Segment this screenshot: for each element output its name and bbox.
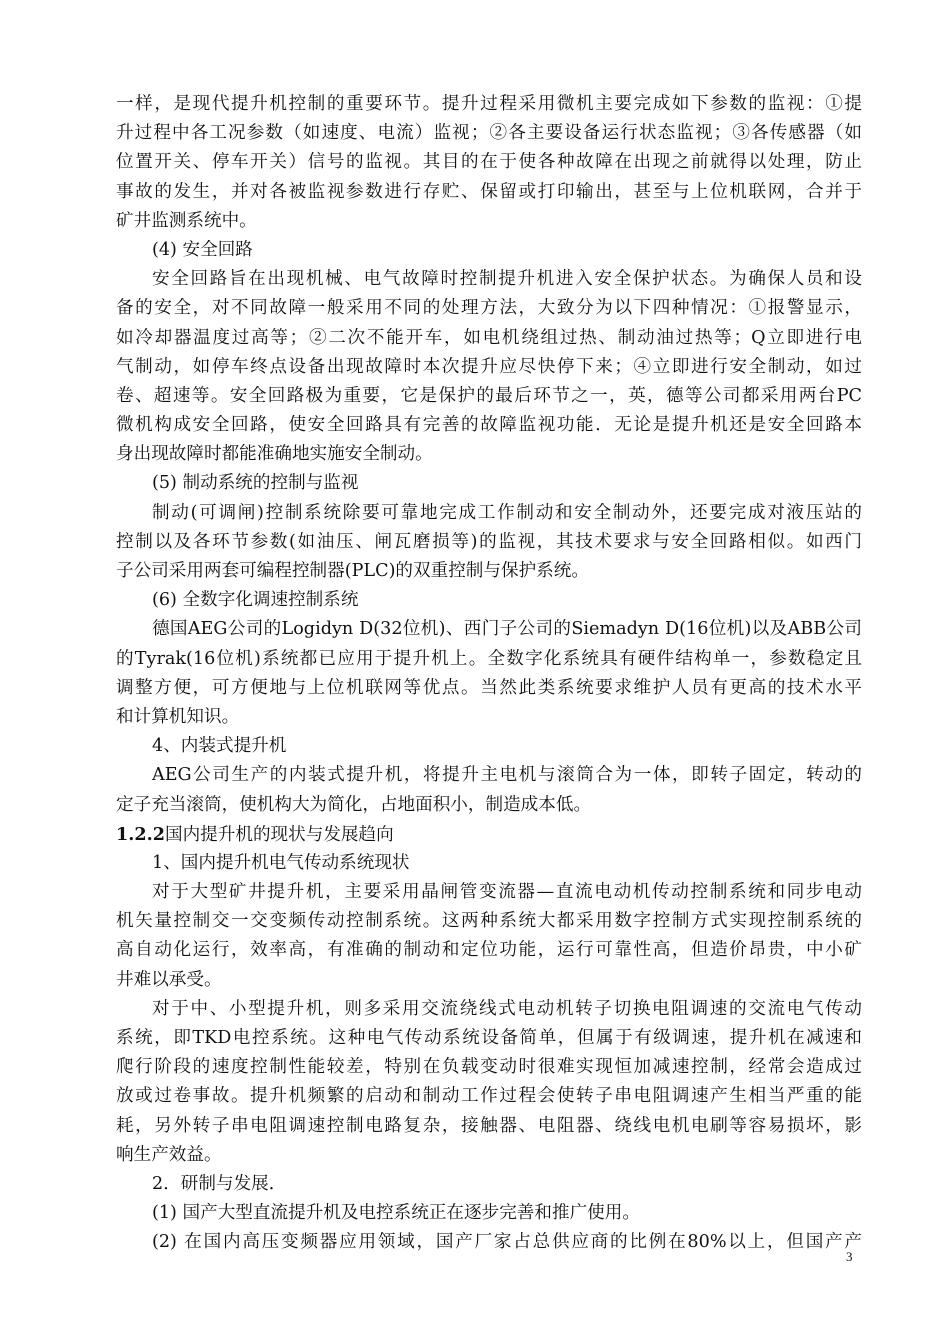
- text-line: 子公司采用两套可编程控制器(PLC)的双重控制与保护系统。: [116, 561, 589, 581]
- section-heading-safety-circuit: (4) 安全回路: [152, 239, 253, 260]
- text-line: 微机构成安全回路，使安全回路具有完善的故障监视功能．无论是提升机还是安全回路本: [116, 415, 862, 436]
- text-line: 耗，另外转子串电阻调速控制电路复杂，接触器、电阻器、绕线电机电刷等容易损坏，影: [116, 1115, 862, 1136]
- subsection-number: 1.2.2: [116, 823, 165, 845]
- page-number: 3: [846, 1249, 853, 1264]
- text-line: 定子充当滚筒，使机构大为简化，占地面积小，制造成本低。: [116, 794, 592, 815]
- text-line: 德国AEG公司的Logidyn D(32位机)、西门子公司的Siemadyn D(16位机)以及ABB公司: [152, 619, 862, 640]
- section-heading-brake-system: (5) 制动系统的控制与监视: [152, 473, 359, 494]
- text-line: 矿井监测系统中。: [116, 210, 257, 231]
- text-line: 机矢量控制交一交变频传动控制系统。这两种系统大都采用数字控制方式实现控制系统的: [116, 911, 862, 932]
- text-line: 一样，是现代提升机控制的重要环节。提升过程采用微机主要完成如下参数的监视：①提: [116, 94, 862, 114]
- text-line: 对于中、小型提升机，则多采用交流绕线式电动机转子切换电阻调速的交流电气传动: [152, 998, 862, 1019]
- text-line: 响生产效益。: [116, 1144, 222, 1165]
- text-line: 爬行阶段的速度控制性能较差，特别在负载变动时很难实现恒加减速控制，经常会造成过: [116, 1057, 862, 1078]
- section-heading-development: 2．研制与发展．: [152, 1173, 287, 1194]
- text-line: 控制以及各环节参数(如油压、闸瓦磨损等)的监视，其技术要求与安全回路相似。如西门: [116, 531, 862, 552]
- text-line: 气制动，如停车终点设备出现故障时本次提升应尽快停下来；④立即进行安全制动，如过: [116, 356, 862, 377]
- text-line: 和计算机知识。: [116, 706, 240, 727]
- text-line: 对于大型矿井提升机，主要采用晶闸管变流器—直流电动机传动控制系统和同步电动: [152, 882, 862, 903]
- subsection-title: 国内提升机的现状与发展趋向: [164, 824, 394, 845]
- text-line: 事故的发生，并对各被监视参数进行存贮、保留或打印输出，甚至与上位机联网，合并于: [116, 181, 862, 202]
- list-item: (1) 国产大型直流提升机及电控系统正在逐步完善和推广使用。: [152, 1203, 640, 1224]
- text-line: 井难以承受。: [116, 969, 222, 990]
- text-line: 卷、超速等。安全回路极为重要，它是保护的最后环节之一，英，德等公司都采用两台PC: [116, 385, 862, 406]
- text-line: 升过程中各工况参数（如速度、电流）监视；②各主要设备运行状态监视；③各传感器（如: [116, 123, 862, 144]
- document-body: [116, 90, 862, 1258]
- text-line: 备的安全，对不同故障一般采用不同的处理方法，大致分为以下四种情况：①报警显示，: [116, 298, 862, 319]
- subsection-heading: [116, 820, 862, 849]
- text-line: 制动(可调闸)控制系统除要可靠地完成工作制动和安全制动外，还要完成对液压站的: [152, 502, 862, 523]
- text-line: 位置开关、停车开关）信号的监视。其目的在于使各种故障在出现之前就得以处理，防止: [116, 152, 862, 173]
- text-line: 的Tyrak(16位机)系统都已应用于提升机上。全数字化系统具有硬件结构单一，参数稳定且: [116, 648, 862, 669]
- text-line: 身出现故障时都能准确地实施安全制动。: [116, 444, 433, 465]
- list-item: (2) 在国内高压变频器应用领域，国产厂家占总供应商的比例在80%以上，但国产产: [152, 1232, 862, 1253]
- text-line: 系统，即TKD电控系统。这种电气传动系统设备简单，但属于有级调速，提升机在减速和: [116, 1028, 862, 1048]
- text-line: 安全回路旨在出现机械、电气故障时控制提升机进入安全保护状态。为确保人员和设: [152, 269, 862, 290]
- text-line: 调整方便，可方便地与上位机联网等优点。当然此类系统要求维护人员有更高的技术水平: [116, 677, 862, 698]
- text-line: 放或过卷事故。提升机频繁的启动和制动工作过程会使转子串电阻调速产生相当严重的能: [116, 1086, 862, 1107]
- text-line: 如冷却器温度过高等；②二次不能开车，如电机绕组过热、制动油过热等；Q立即进行电: [116, 327, 862, 348]
- section-heading-internal-hoist: 4、内装式提升机: [152, 736, 287, 757]
- text-line: AEG公司生产的内装式提升机，将提升主电机与滚筒合为一体，即转子固定，转动的: [152, 765, 862, 786]
- section-heading-digital-speed-control: (6) 全数字化调速控制系统: [152, 590, 359, 611]
- section-heading-domestic-status: 1、国内提升机电气传动系统现状: [152, 852, 410, 873]
- text-line: 高自动化运行，效率高，有准确的制动和定位功能，运行可靠性高，但造价昂贵，中小矿: [116, 940, 862, 961]
